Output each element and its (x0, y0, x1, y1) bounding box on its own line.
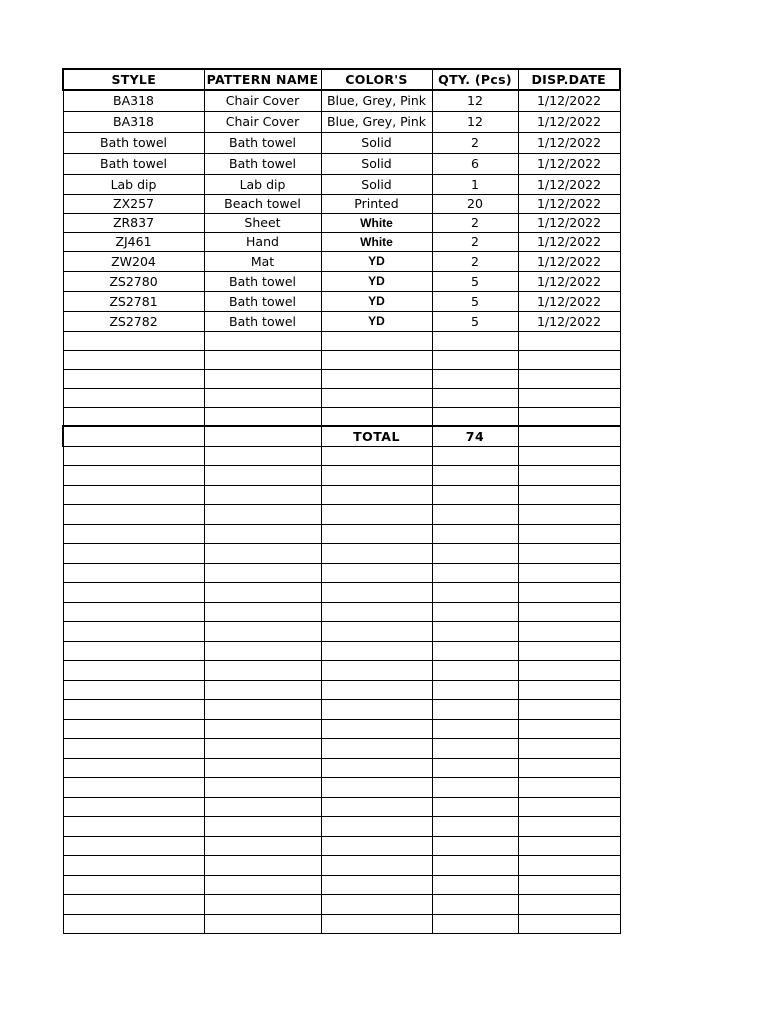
cell-qty[interactable]: 20 (432, 194, 518, 213)
empty-cell[interactable] (204, 505, 321, 525)
cell-pattern-name[interactable]: Beach towel (204, 194, 321, 213)
cell-disp-date[interactable]: 1/12/2022 (518, 132, 620, 153)
empty-cell[interactable] (63, 914, 204, 934)
empty-row (63, 388, 620, 407)
header-disp-date[interactable]: DISP.DATE (518, 69, 620, 90)
empty-cell[interactable] (204, 485, 321, 505)
empty-row (63, 836, 620, 856)
empty-cell[interactable] (518, 856, 620, 876)
cell-style[interactable]: BA318 (63, 111, 204, 132)
table-row (63, 132, 620, 153)
cell-qty[interactable]: 5 (432, 271, 518, 291)
total-label[interactable]: TOTAL (321, 426, 432, 446)
empty-cell[interactable] (204, 739, 321, 759)
cell-pattern-name[interactable]: Bath towel (204, 271, 321, 291)
cell-color[interactable]: YD (321, 251, 432, 271)
empty-cell[interactable] (432, 700, 518, 720)
empty-cell[interactable] (204, 446, 321, 466)
empty-cell[interactable] (204, 797, 321, 817)
empty-cell[interactable] (518, 661, 620, 681)
cell-style[interactable]: Bath towel (63, 153, 204, 174)
empty-cell[interactable] (518, 739, 620, 759)
empty-cell[interactable] (432, 407, 518, 426)
cell-color[interactable]: YD (321, 291, 432, 311)
empty-cell[interactable] (321, 641, 432, 661)
cell-style[interactable]: ZS2781 (63, 291, 204, 311)
empty-cell[interactable] (518, 719, 620, 739)
empty-cell[interactable] (432, 602, 518, 622)
empty-cell[interactable] (518, 836, 620, 856)
empty-cell[interactable] (321, 485, 432, 505)
empty-cell[interactable] (432, 895, 518, 915)
cell-style[interactable]: Lab dip (63, 174, 204, 194)
empty-cell[interactable] (518, 817, 620, 837)
empty-cell[interactable] (204, 331, 321, 350)
empty-row (63, 466, 620, 486)
empty-row (63, 758, 620, 778)
empty-cell[interactable] (432, 524, 518, 544)
empty-cell[interactable] (432, 350, 518, 369)
empty-cell[interactable] (518, 331, 620, 350)
header-pattern-name[interactable]: PATTERN NAME (204, 69, 321, 90)
cell-color[interactable]: White (321, 213, 432, 232)
empty-cell[interactable] (432, 661, 518, 681)
cell-color[interactable]: Blue, Grey, Pink (321, 111, 432, 132)
empty-cell[interactable] (63, 680, 204, 700)
cell-qty[interactable]: 12 (432, 111, 518, 132)
empty-row (63, 739, 620, 759)
cell-style[interactable]: ZW204 (63, 251, 204, 271)
cell-disp-date[interactable]: 1/12/2022 (518, 232, 620, 251)
empty-cell[interactable] (63, 544, 204, 564)
empty-cell[interactable] (432, 388, 518, 407)
cell-style[interactable]: ZX257 (63, 194, 204, 213)
cell-color[interactable]: White (321, 232, 432, 251)
cell-pattern-name[interactable]: Mat (204, 251, 321, 271)
empty-row (63, 661, 620, 681)
empty-cell[interactable] (518, 622, 620, 642)
cell-color[interactable]: YD (321, 271, 432, 291)
cell-disp-date[interactable]: 1/12/2022 (518, 251, 620, 271)
empty-cell[interactable] (432, 505, 518, 525)
empty-cell[interactable] (518, 914, 620, 934)
empty-cell[interactable] (321, 856, 432, 876)
empty-row (63, 331, 620, 350)
empty-cell[interactable] (432, 856, 518, 876)
empty-cell[interactable] (204, 544, 321, 564)
empty-cell[interactable] (204, 895, 321, 915)
cell-disp-date[interactable]: 1/12/2022 (518, 90, 620, 111)
empty-cell[interactable] (63, 466, 204, 486)
empty-cell[interactable] (63, 719, 204, 739)
empty-cell[interactable] (204, 856, 321, 876)
empty-cell[interactable] (63, 563, 204, 583)
empty-cell[interactable] (432, 680, 518, 700)
header-qty[interactable]: QTY. (Pcs) (432, 69, 518, 90)
empty-cell[interactable] (432, 544, 518, 564)
empty-cell[interactable] (432, 641, 518, 661)
empty-row (63, 563, 620, 583)
cell-qty[interactable]: 5 (432, 291, 518, 311)
cell-style[interactable]: Bath towel (63, 132, 204, 153)
empty-cell[interactable] (321, 446, 432, 466)
empty-row (63, 875, 620, 895)
empty-cell[interactable] (518, 758, 620, 778)
cell-pattern-name[interactable]: Bath towel (204, 132, 321, 153)
cell-pattern-name[interactable]: Sheet (204, 213, 321, 232)
empty-cell[interactable] (321, 719, 432, 739)
empty-cell[interactable] (63, 583, 204, 603)
empty-cell[interactable] (518, 466, 620, 486)
empty-cell[interactable] (321, 369, 432, 388)
empty-cell[interactable] (63, 797, 204, 817)
empty-row (63, 817, 620, 837)
empty-row (63, 446, 620, 466)
empty-cell[interactable] (63, 388, 204, 407)
cell-color[interactable]: Blue, Grey, Pink (321, 90, 432, 111)
total-empty-cell[interactable] (204, 426, 321, 446)
empty-cell[interactable] (63, 778, 204, 798)
empty-cell[interactable] (204, 407, 321, 426)
empty-cell[interactable] (432, 914, 518, 934)
empty-cell[interactable] (63, 875, 204, 895)
empty-cell[interactable] (321, 583, 432, 603)
cell-disp-date[interactable]: 1/12/2022 (518, 194, 620, 213)
empty-cell[interactable] (321, 700, 432, 720)
cell-qty[interactable]: 6 (432, 153, 518, 174)
cell-style[interactable]: ZS2782 (63, 311, 204, 331)
empty-cell[interactable] (204, 914, 321, 934)
empty-row (63, 583, 620, 603)
cell-pattern-name[interactable]: Lab dip (204, 174, 321, 194)
cell-disp-date[interactable]: 1/12/2022 (518, 271, 620, 291)
empty-cell[interactable] (321, 407, 432, 426)
cell-pattern-name[interactable]: Chair Cover (204, 90, 321, 111)
empty-cell[interactable] (204, 466, 321, 486)
empty-cell[interactable] (63, 446, 204, 466)
empty-cell[interactable] (204, 778, 321, 798)
cell-qty[interactable]: 2 (432, 232, 518, 251)
cell-pattern-name[interactable]: Bath towel (204, 291, 321, 311)
table-row (63, 174, 620, 194)
cell-pattern-name[interactable]: Hand (204, 232, 321, 251)
cell-pattern-name[interactable]: Bath towel (204, 153, 321, 174)
empty-row (63, 797, 620, 817)
empty-cell[interactable] (321, 836, 432, 856)
cell-color[interactable]: Solid (321, 153, 432, 174)
cell-qty[interactable]: 5 (432, 311, 518, 331)
empty-cell[interactable] (63, 856, 204, 876)
empty-cell[interactable] (204, 583, 321, 603)
header-row (63, 69, 620, 90)
empty-cell[interactable] (63, 485, 204, 505)
empty-cell[interactable] (432, 739, 518, 759)
cell-color[interactable]: Solid (321, 132, 432, 153)
empty-cell[interactable] (321, 661, 432, 681)
empty-cell[interactable] (321, 895, 432, 915)
cell-qty[interactable]: 1 (432, 174, 518, 194)
empty-cell[interactable] (204, 524, 321, 544)
empty-cell[interactable] (518, 446, 620, 466)
empty-cell[interactable] (321, 466, 432, 486)
empty-cell[interactable] (63, 505, 204, 525)
empty-cell[interactable] (204, 369, 321, 388)
empty-cell[interactable] (518, 797, 620, 817)
total-row (63, 426, 620, 446)
empty-cell[interactable] (518, 680, 620, 700)
empty-cell[interactable] (63, 524, 204, 544)
empty-cell[interactable] (204, 622, 321, 642)
empty-cell[interactable] (63, 817, 204, 837)
empty-cell[interactable] (432, 331, 518, 350)
empty-cell[interactable] (63, 350, 204, 369)
empty-cell[interactable] (321, 797, 432, 817)
empty-row (63, 719, 620, 739)
empty-cell[interactable] (518, 505, 620, 525)
cell-disp-date[interactable]: 1/12/2022 (518, 174, 620, 194)
table-row (63, 194, 620, 213)
empty-row (63, 369, 620, 388)
empty-cell[interactable] (321, 817, 432, 837)
cell-disp-date[interactable]: 1/12/2022 (518, 213, 620, 232)
cell-style[interactable]: BA318 (63, 90, 204, 111)
empty-cell[interactable] (432, 466, 518, 486)
empty-cell[interactable] (518, 369, 620, 388)
cell-pattern-name[interactable]: Bath towel (204, 311, 321, 331)
total-empty-cell[interactable] (518, 426, 620, 446)
empty-row (63, 778, 620, 798)
table-row (63, 111, 620, 132)
empty-cell[interactable] (518, 407, 620, 426)
empty-row (63, 524, 620, 544)
cell-disp-date[interactable]: 1/12/2022 (518, 311, 620, 331)
empty-cell[interactable] (321, 524, 432, 544)
empty-cell[interactable] (518, 350, 620, 369)
table-row (63, 271, 620, 291)
total-value[interactable]: 74 (432, 426, 518, 446)
empty-cell[interactable] (432, 797, 518, 817)
empty-cell[interactable] (204, 817, 321, 837)
empty-cell[interactable] (63, 369, 204, 388)
empty-cell[interactable] (321, 778, 432, 798)
cell-qty[interactable]: 2 (432, 213, 518, 232)
cell-qty[interactable]: 2 (432, 132, 518, 153)
cell-pattern-name[interactable]: Chair Cover (204, 111, 321, 132)
empty-row (63, 485, 620, 505)
empty-row (63, 641, 620, 661)
empty-cell[interactable] (63, 739, 204, 759)
empty-cell[interactable] (432, 369, 518, 388)
cell-style[interactable]: ZR837 (63, 213, 204, 232)
empty-row (63, 914, 620, 934)
empty-cell[interactable] (432, 583, 518, 603)
empty-cell[interactable] (432, 622, 518, 642)
empty-cell[interactable] (63, 700, 204, 720)
empty-cell[interactable] (518, 895, 620, 915)
empty-cell[interactable] (204, 641, 321, 661)
table-row (63, 90, 620, 111)
empty-cell[interactable] (321, 331, 432, 350)
empty-cell[interactable] (204, 602, 321, 622)
empty-cell[interactable] (432, 485, 518, 505)
header-colors[interactable]: COLOR'S (321, 69, 432, 90)
empty-cell[interactable] (321, 875, 432, 895)
cell-color[interactable]: Solid (321, 174, 432, 194)
empty-cell[interactable] (432, 817, 518, 837)
empty-cell[interactable] (63, 622, 204, 642)
empty-row (63, 622, 620, 642)
empty-cell[interactable] (63, 602, 204, 622)
empty-row (63, 700, 620, 720)
cell-color[interactable]: YD (321, 311, 432, 331)
empty-cell[interactable] (518, 700, 620, 720)
empty-cell[interactable] (321, 680, 432, 700)
cell-style[interactable]: ZS2780 (63, 271, 204, 291)
cell-disp-date[interactable]: 1/12/2022 (518, 111, 620, 132)
empty-row (63, 350, 620, 369)
cell-style[interactable]: ZJ461 (63, 232, 204, 251)
empty-cell[interactable] (63, 836, 204, 856)
empty-cell[interactable] (432, 875, 518, 895)
empty-cell[interactable] (321, 505, 432, 525)
empty-cell[interactable] (518, 524, 620, 544)
empty-row (63, 680, 620, 700)
empty-cell[interactable] (204, 661, 321, 681)
empty-cell[interactable] (204, 700, 321, 720)
dispatch-table (62, 68, 621, 934)
empty-row (63, 895, 620, 915)
empty-cell[interactable] (432, 446, 518, 466)
table-row (63, 251, 620, 271)
empty-cell[interactable] (432, 563, 518, 583)
empty-cell[interactable] (204, 875, 321, 895)
empty-cell[interactable] (518, 583, 620, 603)
empty-cell[interactable] (518, 602, 620, 622)
empty-cell[interactable] (432, 778, 518, 798)
empty-row (63, 602, 620, 622)
table-row (63, 291, 620, 311)
table-row (63, 153, 620, 174)
empty-cell[interactable] (518, 875, 620, 895)
empty-cell[interactable] (63, 758, 204, 778)
empty-cell[interactable] (321, 563, 432, 583)
empty-cell[interactable] (432, 758, 518, 778)
empty-cell[interactable] (204, 719, 321, 739)
empty-cell[interactable] (321, 758, 432, 778)
cell-qty[interactable]: 2 (432, 251, 518, 271)
empty-cell[interactable] (321, 914, 432, 934)
empty-row (63, 505, 620, 525)
empty-cell[interactable] (204, 758, 321, 778)
empty-row (63, 544, 620, 564)
cell-disp-date[interactable]: 1/12/2022 (518, 291, 620, 311)
empty-cell[interactable] (204, 388, 321, 407)
empty-cell[interactable] (518, 778, 620, 798)
empty-cell[interactable] (321, 544, 432, 564)
empty-cell[interactable] (63, 661, 204, 681)
empty-row (63, 407, 620, 426)
header-style[interactable]: STYLE (63, 69, 204, 90)
empty-cell[interactable] (518, 388, 620, 407)
total-empty-cell[interactable] (63, 426, 204, 446)
empty-cell[interactable] (321, 388, 432, 407)
empty-cell[interactable] (321, 602, 432, 622)
cell-disp-date[interactable]: 1/12/2022 (518, 153, 620, 174)
empty-cell[interactable] (63, 895, 204, 915)
empty-cell[interactable] (432, 719, 518, 739)
empty-cell[interactable] (321, 739, 432, 759)
empty-cell[interactable] (204, 680, 321, 700)
cell-qty[interactable]: 12 (432, 90, 518, 111)
empty-cell[interactable] (204, 350, 321, 369)
table-row (63, 311, 620, 331)
empty-row (63, 856, 620, 876)
empty-cell[interactable] (518, 641, 620, 661)
empty-cell[interactable] (63, 641, 204, 661)
empty-cell[interactable] (63, 407, 204, 426)
empty-cell[interactable] (518, 485, 620, 505)
empty-cell[interactable] (432, 836, 518, 856)
empty-cell[interactable] (204, 563, 321, 583)
table-row (63, 232, 620, 251)
empty-cell[interactable] (204, 836, 321, 856)
empty-cell[interactable] (321, 622, 432, 642)
empty-cell[interactable] (63, 331, 204, 350)
empty-cell[interactable] (518, 544, 620, 564)
cell-color[interactable]: Printed (321, 194, 432, 213)
empty-cell[interactable] (321, 350, 432, 369)
empty-cell[interactable] (518, 563, 620, 583)
table-row (63, 213, 620, 232)
